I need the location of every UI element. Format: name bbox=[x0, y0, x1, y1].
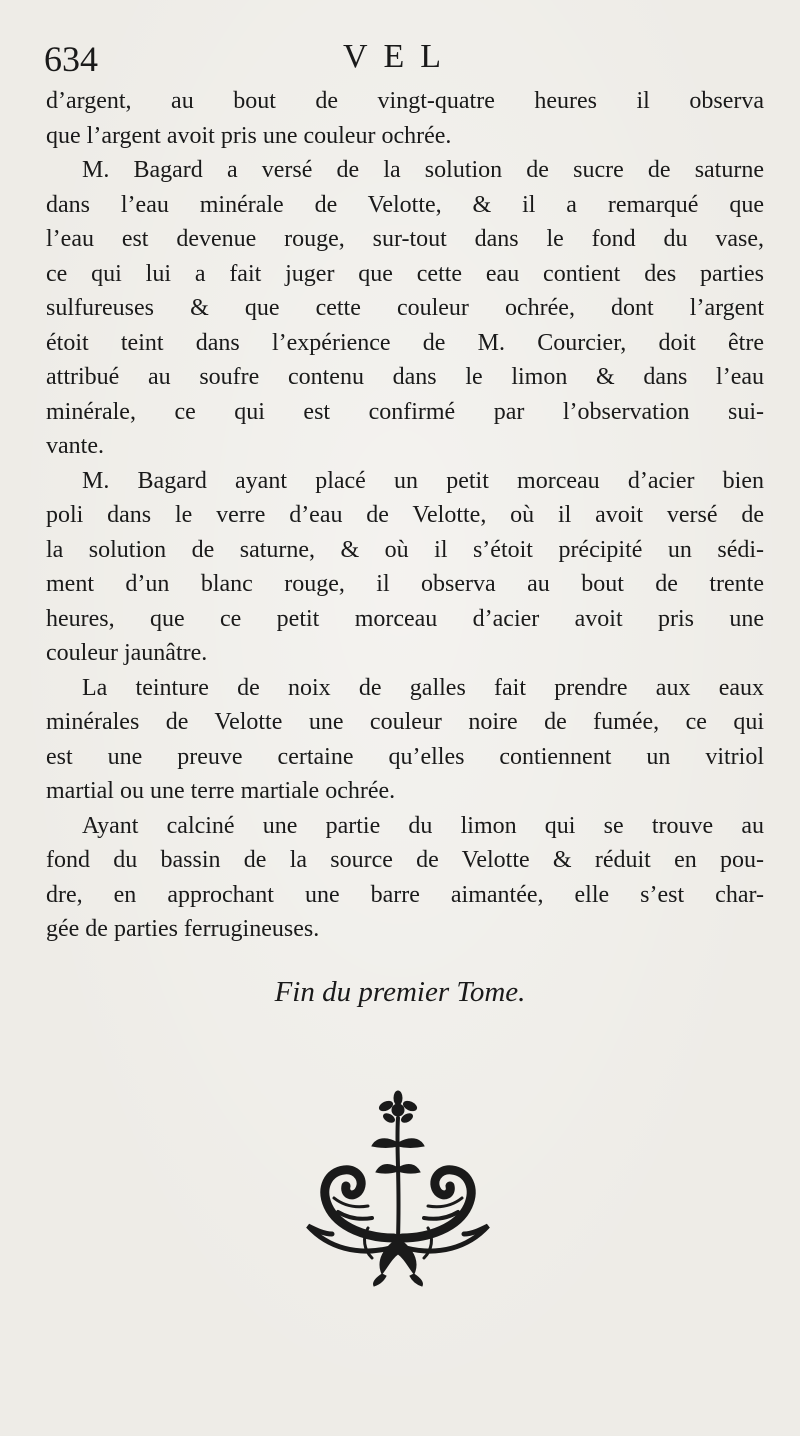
text-line: couleur jaunâtre. bbox=[46, 640, 208, 666]
text-line: sulfureuses & que cette couleur ochrée, dont l’argent bbox=[46, 295, 764, 321]
text-line: la solution de saturne, & où il s’étoit précipité un sédi- bbox=[46, 536, 764, 563]
page-number: 634 bbox=[44, 39, 98, 79]
running-head: VEL bbox=[342, 38, 458, 75]
text-line: étoit teint dans l’expérience de M. Courcier, doit être bbox=[46, 329, 764, 356]
body-text bbox=[46, 84, 764, 947]
text-line: l’eau est devenue rouge, sur-tout dans le fond du vase, bbox=[46, 226, 764, 252]
paragraph bbox=[46, 464, 764, 671]
text-line: que l’argent avoit pris une couleur ochrée. bbox=[46, 122, 452, 149]
colophon: Fin du premier Tome. bbox=[274, 976, 526, 1008]
text-line: poli dans le verre d’eau de Velotte, où il avoit versé de bbox=[46, 502, 764, 528]
text-line: minérales de Velotte une couleur noire de fumée, ce qui bbox=[46, 709, 764, 735]
floral-tailpiece-icon bbox=[298, 1088, 498, 1288]
text-line: d’argent, au bout de vingt-quatre heures il observa bbox=[46, 88, 764, 114]
text-line: est une preuve certaine qu’elles contiennent un vitriol bbox=[46, 743, 764, 770]
paragraph bbox=[46, 153, 764, 464]
text-line: dre, en approchant une barre aimantée, elle s’est char- bbox=[46, 881, 764, 908]
text-line: gée de parties ferrugineuses. bbox=[46, 916, 320, 942]
text-line: vante. bbox=[46, 433, 104, 459]
text-line: martial ou une terre martiale ochrée. bbox=[46, 778, 396, 804]
paragraph bbox=[46, 809, 764, 947]
text-line: M. Bagard ayant placé un petit morceau d’acier bien bbox=[82, 467, 764, 494]
text-line: minérale, ce qui est confirmé par l’observation sui- bbox=[46, 398, 764, 425]
text-line: ment d’un blanc rouge, il observa au bout de trente bbox=[46, 571, 764, 597]
text-line: dans l’eau minérale de Velotte, & il a remarqué que bbox=[46, 191, 764, 218]
text-line: heures, que ce petit morceau d’acier avoit pris une bbox=[46, 605, 764, 632]
text-line: fond du bassin de la source de Velotte & réduit en pou- bbox=[46, 847, 764, 873]
paragraph bbox=[46, 671, 764, 809]
text-line: La teinture de noix de galles fait prendre aux eaux bbox=[82, 674, 764, 701]
text-line: attribué au soufre contenu dans le limon & dans l’eau bbox=[46, 364, 764, 390]
text-line: Ayant calciné une partie du limon qui se trouve au bbox=[82, 812, 764, 839]
text-line: M. Bagard a versé de la solution de sucre de saturne bbox=[82, 157, 764, 183]
text-line: ce qui lui a fait juger que cette eau contient des parties bbox=[46, 260, 764, 287]
paragraph bbox=[46, 84, 764, 153]
